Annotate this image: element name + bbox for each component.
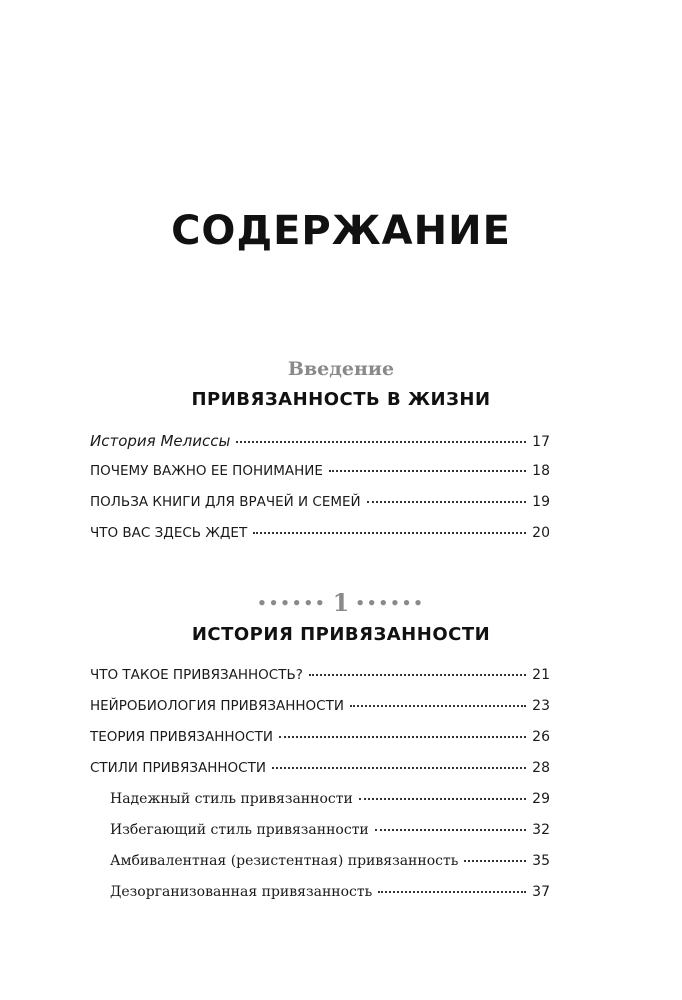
dot-leader	[236, 441, 526, 443]
toc-entry-label: Избегающий стиль привязанности	[110, 822, 369, 838]
toc-entry-page: 21	[532, 667, 550, 683]
section-heading-intro: ПРИВЯЗАННОСТЬ В ЖИЗНИ	[191, 389, 491, 410]
toc-entry-label: Амбивалентная (резистентная) привязанность	[110, 853, 459, 869]
toc-entry[interactable]	[90, 494, 550, 518]
toc-entry[interactable]	[90, 698, 550, 722]
toc-subentry[interactable]	[110, 822, 550, 846]
dot-leader	[378, 891, 526, 893]
toc-subentry[interactable]	[110, 884, 550, 908]
chapter-number: 1	[332, 588, 350, 617]
toc-entry-page: 28	[532, 760, 550, 776]
toc-entry-page: 17	[532, 434, 550, 450]
toc-entry-page: 29	[532, 791, 550, 807]
toc-entry-label: Надежный стиль привязанности	[110, 791, 353, 807]
toc-entry-page: 20	[532, 525, 550, 541]
chapter-dots-right: ••••••	[355, 594, 425, 612]
toc-entry-page: 37	[532, 884, 550, 900]
toc-entry-label: История Мелиссы	[90, 432, 231, 450]
toc-entry[interactable]	[90, 729, 550, 753]
dot-leader	[350, 705, 526, 707]
toc-entry-page: 32	[532, 822, 550, 838]
dot-leader	[329, 470, 526, 472]
toc-entry-label: ТЕОРИЯ ПРИВЯЗАННОСТИ	[90, 729, 273, 745]
dot-leader	[309, 674, 526, 676]
toc-entry-label: ЧТО ВАС ЗДЕСЬ ЖДЕТ	[90, 525, 248, 541]
toc-entry[interactable]	[90, 667, 550, 691]
toc-entry[interactable]	[90, 760, 550, 784]
dot-leader	[272, 767, 526, 769]
toc-entry-label: ЧТО ТАКОЕ ПРИВЯЗАННОСТЬ?	[90, 667, 303, 683]
section-heading-chapter-1: ИСТОРИЯ ПРИВЯЗАННОСТИ	[191, 624, 491, 645]
dot-leader	[375, 829, 526, 831]
dot-leader	[464, 860, 526, 862]
toc-entry-label: ПОЧЕМУ ВАЖНО ЕЕ ПОНИМАНИЕ	[90, 463, 323, 479]
toc-entry-label: Дезорганизованная привязанность	[110, 884, 373, 900]
chapter-dots-left: ••••••	[257, 594, 327, 612]
toc-subentry[interactable]	[110, 791, 550, 815]
toc-entry-page: 23	[532, 698, 550, 714]
dot-leader	[279, 736, 526, 738]
page-title: СОДЕРЖАНИЕ	[171, 208, 511, 254]
toc-subentry[interactable]	[110, 853, 550, 877]
toc-entry[interactable]	[90, 463, 550, 487]
chapter-marker	[0, 588, 682, 617]
toc-entry-label: ПОЛЬЗА КНИГИ ДЛЯ ВРАЧЕЙ И СЕМЕЙ	[90, 494, 361, 510]
toc-entry-page: 26	[532, 729, 550, 745]
dot-leader	[367, 501, 527, 503]
toc-entry-page: 18	[532, 463, 550, 479]
section-kicker-intro: Введение	[287, 358, 395, 380]
dot-leader	[253, 532, 526, 534]
toc-entry-page: 35	[532, 853, 550, 869]
toc-entry-label: СТИЛИ ПРИВЯЗАННОСТИ	[90, 760, 266, 776]
toc-entry[interactable]	[90, 525, 550, 549]
toc-entry-label: НЕЙРОБИОЛОГИЯ ПРИВЯЗАННОСТИ	[90, 698, 344, 714]
dot-leader	[359, 798, 526, 800]
toc-entry[interactable]	[90, 432, 550, 456]
toc-entry-page: 19	[532, 494, 550, 510]
